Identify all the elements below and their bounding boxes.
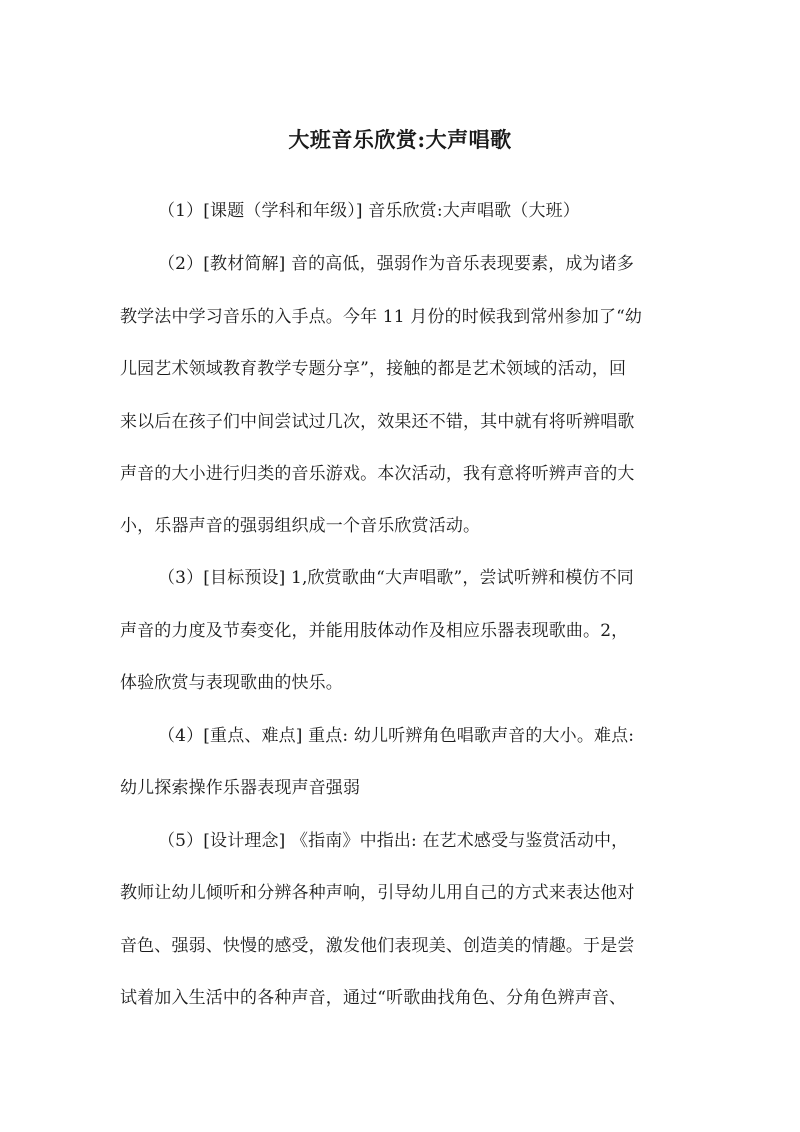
paragraph-5-line-2: 教师让幼儿倾听和分辨各种声响，引导幼儿用自己的方式来表达他对 bbox=[120, 883, 635, 903]
paragraph-2-line-5: 声音的大小进行归类的音乐游戏。本次活动，我有意将听辨声音的大 bbox=[120, 464, 635, 484]
paragraph-2-line-6: 小，乐器声音的强弱组织成一个音乐欣赏活动。 bbox=[120, 516, 481, 536]
document-title: 大班音乐欣赏:大声唱歌 bbox=[288, 127, 512, 152]
paragraph-3-line-1: （3）[目标预设] 1,欣赏歌曲“大声唱歌”，尝试听辨和模仿不同 bbox=[158, 568, 634, 588]
paragraph-5-line-1: （5）[设计理念] 《指南》中指出: 在艺术感受与鉴赏活动中， bbox=[158, 831, 629, 851]
paragraph-2-line-4: 来以后在孩子们中间尝试过几次，效果还不错，其中就有将听辨唱歌 bbox=[120, 412, 635, 432]
paragraph-3-line-3: 体验欣赏与表现歌曲的快乐。 bbox=[120, 673, 343, 693]
paragraph-5-line-3: 音色、强弱、快慢的感受，激发他们表现美、创造美的情趣。于是尝 bbox=[120, 936, 635, 956]
paragraph-2-line-3: 儿园艺术领域教育教学专题分享”，接触的都是艺术领域的活动，回 bbox=[120, 359, 627, 379]
paragraph-3-line-2: 声音的力度及节奏变化，并能用肢体动作及相应乐器表现歌曲。2， bbox=[120, 621, 629, 641]
paragraph-4-line-1: （4）[重点、难点] 重点: 幼儿听辨角色唱歌声音的大小。难点: bbox=[158, 726, 635, 746]
paragraph-1-line-1: （1）[课题（学科和年级）] 音乐欣赏:大声唱歌（大班） bbox=[158, 201, 580, 221]
paragraph-2-line-1: （2）[教材简解] 音的高低，强弱作为音乐表现要素，成为诸多 bbox=[158, 254, 634, 274]
paragraph-2-line-2: 教学法中学习音乐的入手点。今年 11 月份的时候我到常州参加了“幼 bbox=[120, 307, 643, 327]
paragraph-4-line-2: 幼儿探索操作乐器表现声音强弱 bbox=[120, 778, 361, 798]
paragraph-5-line-4: 试着加入生活中的各种声音，通过“听歌曲找角色、分角色辨声音、 bbox=[120, 988, 627, 1008]
